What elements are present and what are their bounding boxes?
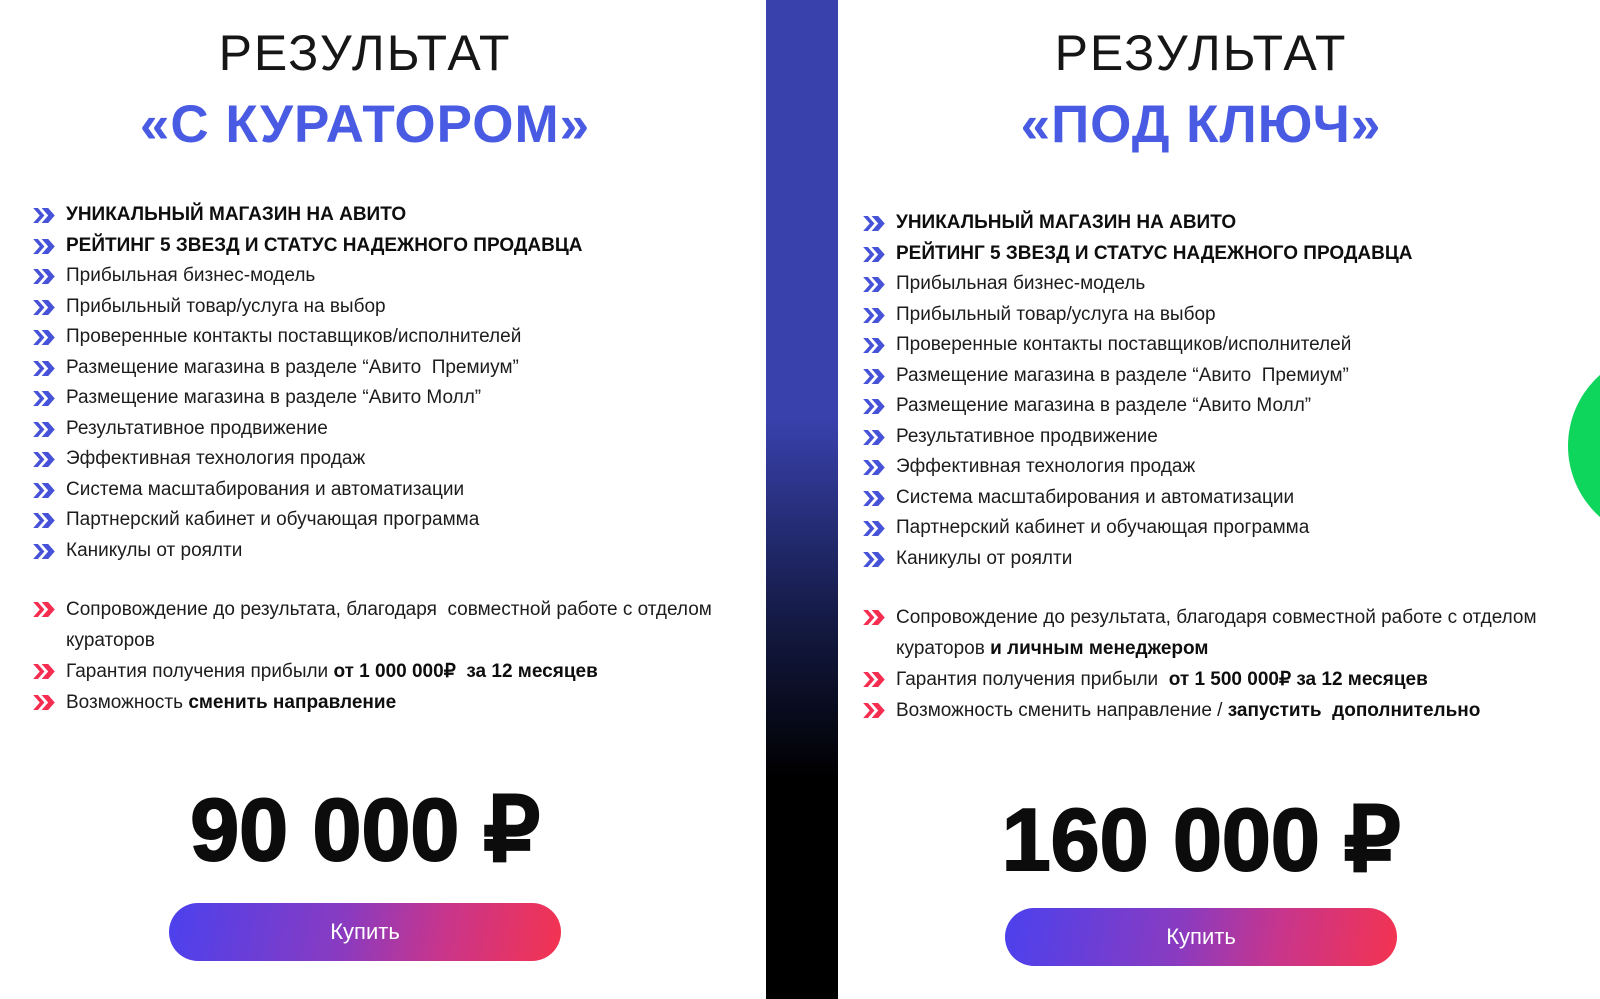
highlight-item (32, 594, 716, 656)
feature-text: Размещение магазина в разделе “Авито Премиум” (66, 356, 519, 378)
double-arrow-icon (862, 247, 886, 262)
feature-item (862, 544, 1412, 575)
feature-item (32, 322, 582, 353)
double-arrow-icon (32, 269, 56, 284)
feature-item (32, 200, 582, 231)
double-arrow-icon (862, 399, 886, 414)
feature-item (32, 444, 582, 475)
feature-text: Партнерский кабинет и обучающая программа (66, 509, 480, 530)
buy-button[interactable]: Купить (1005, 908, 1397, 966)
plan-title (838, 24, 1564, 155)
feature-item (32, 231, 582, 262)
plan-price: 160 000 ₽ (1001, 790, 1401, 889)
feature-text: Прибыльный товар/услуга на выбор (66, 295, 386, 317)
highlight-prefix: Гарантия получения прибыли (66, 661, 334, 682)
feature-item (862, 513, 1412, 544)
double-arrow-icon (32, 544, 56, 559)
highlight-prefix: Возможность сменить направление / (896, 700, 1228, 721)
double-arrow-icon (862, 552, 886, 567)
double-arrow-icon (862, 521, 886, 536)
feature-text: Каникулы от роялти (896, 547, 1073, 569)
highlight-item (862, 602, 1546, 664)
highlight-bold: запустить дополнительно (1227, 700, 1481, 721)
double-arrow-icon (862, 338, 886, 353)
plan-card-turnkey (838, 0, 1564, 999)
highlight-text (896, 695, 1480, 726)
feature-text: Проверенные контакты поставщиков/исполнителей (896, 334, 1352, 355)
highlight-prefix: Гарантия получения прибыли (896, 669, 1169, 690)
highlight-item (32, 687, 716, 718)
double-arrow-icon (862, 460, 886, 475)
highlight-item (862, 664, 1546, 695)
feature-item (862, 269, 1412, 300)
highlight-bold: и личным менеджером (990, 638, 1209, 659)
double-arrow-icon (32, 664, 56, 679)
feature-item (32, 261, 582, 292)
highlight-list (32, 594, 716, 718)
feature-text: Система масштабирования и автоматизации (66, 478, 465, 500)
feature-text: УНИКАЛЬНЫЙ МАГАЗИН НА АВИТО (896, 212, 1237, 233)
feature-item (862, 361, 1412, 392)
feature-text: Партнерский кабинет и обучающая программа (896, 517, 1310, 538)
plan-title (0, 24, 730, 155)
plan-price: 90 000 ₽ (190, 780, 540, 879)
plan-title-line1: РЕЗУЛЬТАТ (218, 25, 512, 81)
plan-card-curator (0, 0, 730, 999)
feature-item (862, 330, 1412, 361)
feature-text: Размещение магазина в разделе “Авито Премиум” (896, 364, 1349, 386)
highlight-list (862, 602, 1546, 726)
plan-title-line2: «С КУРАТОРОМ» (139, 95, 591, 154)
highlight-prefix: Сопровождение до результата, благодаря совместной работе с отделом кураторов (66, 599, 718, 651)
double-arrow-icon (862, 672, 886, 687)
double-arrow-icon (862, 369, 886, 384)
double-arrow-icon (862, 491, 886, 506)
feature-item (32, 505, 582, 536)
feature-text: Каникулы от роялти (66, 539, 243, 561)
highlight-text (66, 594, 716, 656)
double-arrow-icon (32, 422, 56, 437)
plan-title-line2: «ПОД КЛЮЧ» (1020, 95, 1382, 154)
double-arrow-icon (32, 239, 56, 254)
double-arrow-icon (32, 695, 56, 710)
double-arrow-icon (862, 277, 886, 292)
divider-gradient (766, 0, 838, 999)
highlight-bold: от 1 500 000₽ за 12 месяцев (1168, 669, 1428, 690)
double-arrow-icon (32, 391, 56, 406)
double-arrow-icon (32, 602, 56, 617)
feature-text: Размещение магазина в разделе “Авито Молл” (896, 395, 1312, 416)
highlight-text (896, 664, 1428, 695)
highlight-prefix: Сопровождение до результата, благодаря совместной работе с отделом кураторов (896, 607, 1542, 659)
double-arrow-icon (32, 208, 56, 223)
feature-text: Прибыльная бизнес-модель (66, 265, 316, 286)
highlight-item (862, 695, 1546, 726)
double-arrow-icon (32, 483, 56, 498)
feature-text: Система масштабирования и автоматизации (896, 486, 1295, 508)
feature-text: Эффективная технология продаж (66, 448, 366, 469)
feature-item (862, 422, 1412, 453)
double-arrow-icon (862, 430, 886, 445)
highlight-text (66, 656, 598, 687)
highlight-text (66, 687, 396, 718)
feature-item (862, 483, 1412, 514)
feature-text: УНИКАЛЬНЫЙ МАГАЗИН НА АВИТО (66, 204, 407, 225)
green-circle-decoration (1568, 351, 1600, 541)
highlight-bold: сменить направление (188, 692, 397, 713)
feature-text: Проверенные контакты поставщиков/исполнителей (66, 326, 522, 347)
feature-text: Прибыльный товар/услуга на выбор (896, 303, 1216, 325)
feature-item (862, 391, 1412, 422)
feature-item (862, 239, 1412, 270)
double-arrow-icon (862, 308, 886, 323)
feature-item (32, 353, 582, 384)
feature-item (32, 414, 582, 445)
feature-text: РЕЙТИНГ 5 ЗВЕЗД И СТАТУС НАДЕЖНОГО ПРОДАВЦА (896, 242, 1413, 264)
feature-item (862, 300, 1412, 331)
double-arrow-icon (32, 330, 56, 345)
feature-list (862, 208, 1412, 574)
double-arrow-icon (32, 513, 56, 528)
highlight-prefix: Возможность (66, 692, 189, 713)
highlight-item (32, 656, 716, 687)
double-arrow-icon (32, 361, 56, 376)
feature-text: Размещение магазина в разделе “Авито Молл” (66, 387, 482, 408)
plan-title-line1: РЕЗУЛЬТАТ (1054, 25, 1348, 81)
highlight-bold: от 1 000 000₽ за 12 месяцев (333, 661, 598, 682)
buy-button[interactable]: Купить (169, 903, 561, 961)
feature-text: РЕЙТИНГ 5 ЗВЕЗД И СТАТУС НАДЕЖНОГО ПРОДАВЦА (66, 234, 583, 256)
feature-text: Прибыльная бизнес-модель (896, 273, 1146, 294)
feature-item (32, 292, 582, 323)
feature-item (32, 383, 582, 414)
feature-text: Результативное продвижение (66, 417, 328, 439)
feature-list (32, 200, 582, 566)
feature-item (862, 452, 1412, 483)
feature-item (32, 536, 582, 567)
highlight-text (896, 602, 1546, 664)
feature-item (862, 208, 1412, 239)
double-arrow-icon (862, 216, 886, 231)
feature-text: Результативное продвижение (896, 425, 1158, 447)
double-arrow-icon (862, 610, 886, 625)
double-arrow-icon (32, 452, 56, 467)
feature-text: Эффективная технология продаж (896, 456, 1196, 477)
feature-item (32, 475, 582, 506)
double-arrow-icon (862, 703, 886, 718)
double-arrow-icon (32, 300, 56, 315)
